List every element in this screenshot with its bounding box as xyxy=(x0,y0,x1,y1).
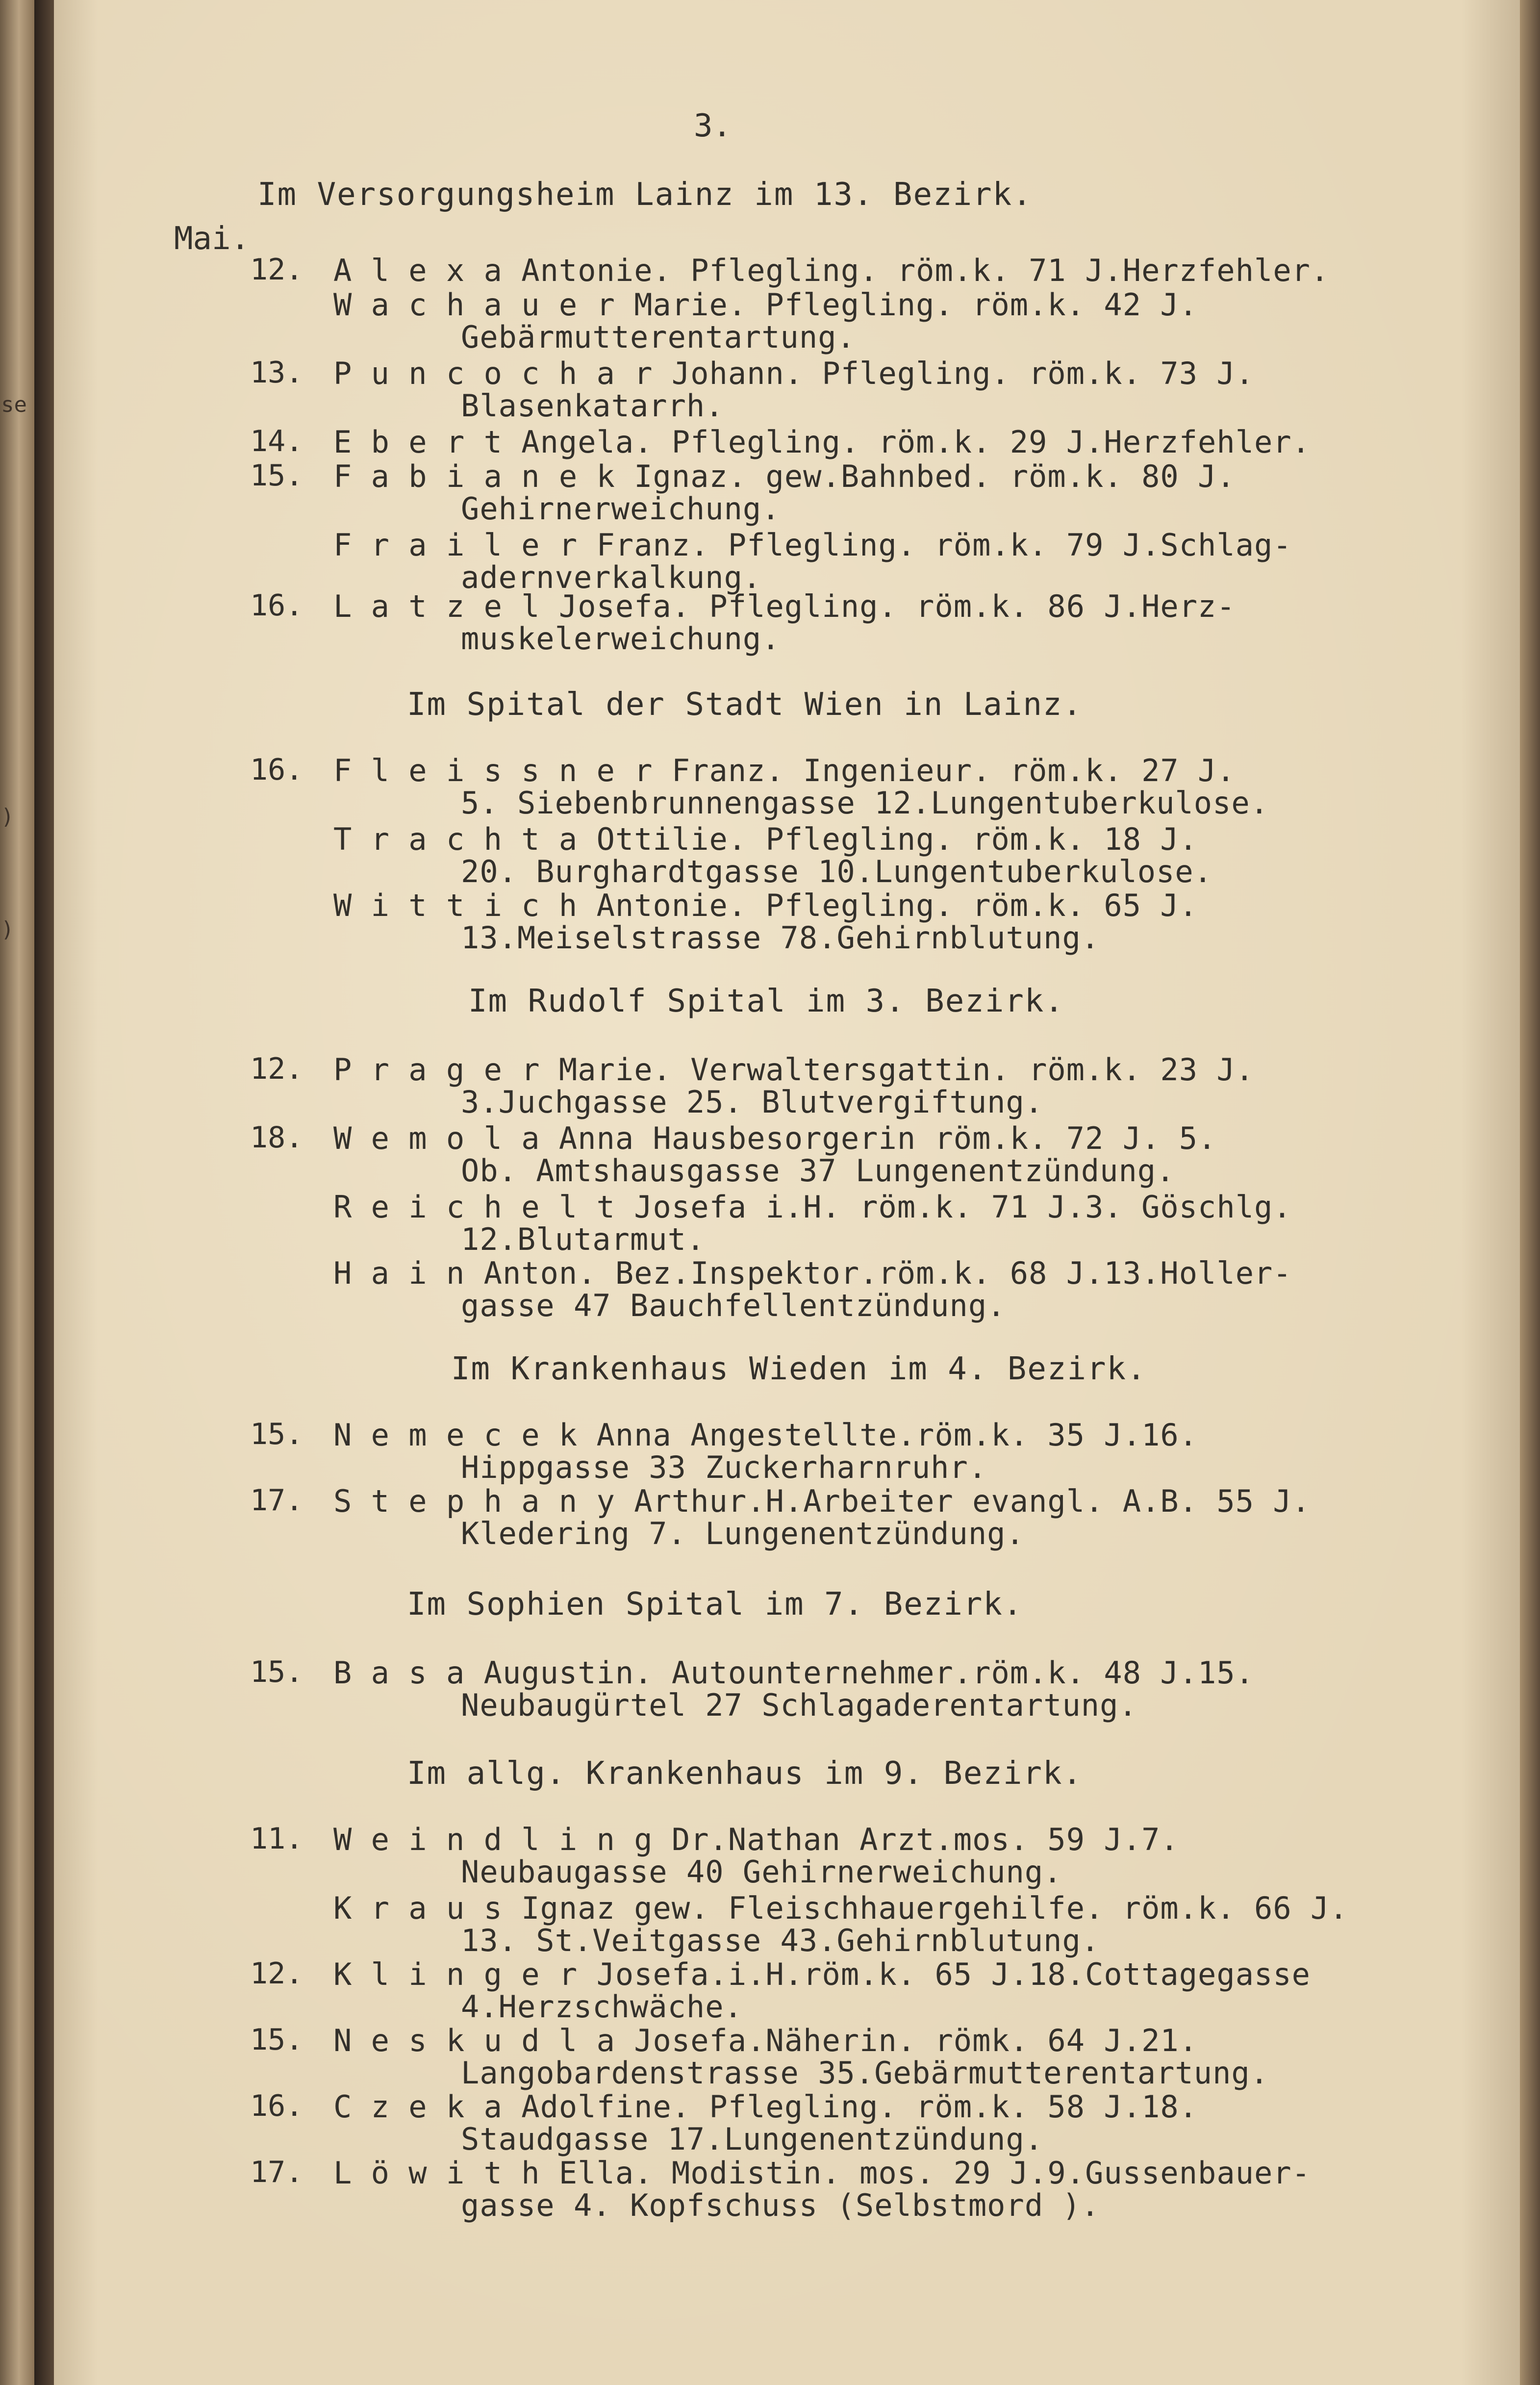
entry-line: L ö w i t h Ella. Modistin. mos. 29 J.9.Gussenbauer- xyxy=(333,2155,1311,2191)
entry-line: S t e p h a n y Arthur.H.Arbeiter evangl. A.B. 55 J. xyxy=(333,1483,1311,1519)
entry-line: W e i n d l i n g Dr.Nathan Arzt.mos. 59 J.7. xyxy=(333,1822,1179,1857)
entry-line: Neubaugasse 40 Gehirnerweichung. xyxy=(461,1854,1062,1890)
section-heading: Im Sophien Spital im 7. Bezirk. xyxy=(407,1586,1023,1623)
page-right-edge xyxy=(1520,0,1540,2385)
entry-line: Blasenkatarrh. xyxy=(461,388,724,424)
entry-line: L a t z e l Josefa. Pflegling. röm.k. 86 J.Herz- xyxy=(333,588,1236,624)
entry-day: 12. xyxy=(250,253,303,287)
entry-day: 14. xyxy=(250,424,303,458)
entry-line: Gehirnerweichung. xyxy=(461,491,781,527)
section-heading: Im Krankenhaus Wieden im 4. Bezirk. xyxy=(451,1351,1147,1387)
entry-day: 13. xyxy=(250,355,303,390)
entry-line: 4.Herzschwäche. xyxy=(461,1989,743,2025)
entry-line: H a i n Anton. Bez.Inspektor.röm.k. 68 J.13.Holler- xyxy=(333,1255,1292,1291)
entry-day: 12. xyxy=(250,1956,303,1991)
entry-day: 17. xyxy=(250,1483,303,1518)
entry-line: 20. Burghardtgasse 10.Lungentuberkulose. xyxy=(461,854,1213,889)
entry-line: Gebärmutterentartung. xyxy=(461,319,856,355)
entry-line: Neubaugürtel 27 Schlagaderentartung. xyxy=(461,1687,1137,1723)
entry-line: Staudgasse 17.Lungenentzündung. xyxy=(461,2121,1044,2157)
entry-line: N e s k u d l a Josefa.Näherin. römk. 64 J.21. xyxy=(333,2023,1198,2058)
entry-day: 12. xyxy=(250,1052,303,1086)
entry-line: B a s a Augustin. Autounternehmer.röm.k. 48 J.15. xyxy=(333,1655,1255,1691)
entry-line: 13.Meiselstrasse 78.Gehirnblutung. xyxy=(461,920,1100,956)
entry-line: F l e i s s n e r Franz. Ingenieur. röm.k. 27 J. xyxy=(333,753,1236,788)
entry-line: adernverkalkung. xyxy=(461,559,762,595)
document-page xyxy=(54,0,1520,2385)
section-heading: Im allg. Krankenhaus im 9. Bezirk. xyxy=(407,1755,1083,1792)
entry-line: F a b i a n e k Ignaz. gew.Bahnbed. röm.k. 80 J. xyxy=(333,458,1236,494)
entry-line: 12.Blutarmut. xyxy=(461,1221,706,1257)
entry-line: W a c h a u e r Marie. Pflegling. röm.k. 42 J. xyxy=(333,287,1198,323)
entry-day: 17. xyxy=(250,2155,303,2189)
entry-line: E b e r t Angela. Pflegling. röm.k. 29 J.Herzfehler. xyxy=(333,424,1311,460)
entry-line: 13. St.Veitgasse 43.Gehirnblutung. xyxy=(461,1923,1100,1958)
page-number: 3. xyxy=(694,108,732,144)
section-heading: Im Rudolf Spital im 3. Bezirk. xyxy=(468,983,1064,1019)
entry-line: muskelerweichung. xyxy=(461,621,781,657)
entry-line: 5. Siebenbrunnengasse 12.Lungentuberkulose. xyxy=(461,785,1269,821)
entry-day: 16. xyxy=(250,588,303,623)
entry-line: K l i n g e r Josefa.i.H.röm.k. 65 J.18.Cottagegasse xyxy=(333,1956,1311,1992)
entry-line: P u n c o c h a r Johann. Pflegling. röm.k. 73 J. xyxy=(333,355,1255,391)
entry-line: T r a c h t a Ottilie. Pflegling. röm.k. 18 J. xyxy=(333,821,1198,857)
entry-line: 3.Juchgasse 25. Blutvergiftung. xyxy=(461,1084,1044,1120)
entry-line: W i t t i c h Antonie. Pflegling. röm.k. 65 J. xyxy=(333,888,1198,923)
entry-day: 16. xyxy=(250,2089,303,2123)
book-gutter xyxy=(34,0,54,2385)
entry-line: W e m o l a Anna Hausbesorgerin röm.k. 72 J. 5. xyxy=(333,1120,1217,1156)
month-label: Mai. xyxy=(174,221,250,257)
entry-day: 15. xyxy=(250,458,303,493)
entry-day: 16. xyxy=(250,753,303,787)
entry-line: Kledering 7. Lungenentzündung. xyxy=(461,1516,1025,1551)
margin-mark: ) xyxy=(1,917,14,942)
entry-line: C z e k a Adolfine. Pflegling. röm.k. 58 J.18. xyxy=(333,2089,1198,2125)
entry-line: A l e x a Antonie. Pflegling. röm.k. 71 J.Herzfehler. xyxy=(333,253,1330,288)
section-heading: Im Versorgungsheim Lainz im 13. Bezirk. xyxy=(257,177,1033,213)
entry-day: 15. xyxy=(250,1655,303,1689)
entry-line: Hippgasse 33 Zuckerharnruhr. xyxy=(461,1449,987,1485)
margin-mark: ) xyxy=(1,804,14,829)
entry-day: 18. xyxy=(250,1120,303,1155)
section-heading: Im Spital der Stadt Wien in Lainz. xyxy=(407,686,1083,723)
entry-day: 11. xyxy=(250,1822,303,1856)
margin-mark: se xyxy=(1,392,27,417)
previous-page-edge xyxy=(0,0,34,2385)
entry-line: N e m e c e k Anna Angestellte.röm.k. 35 J.16. xyxy=(333,1417,1198,1453)
entry-line: Langobardenstrasse 35.Gebärmutterentartung. xyxy=(461,2055,1269,2091)
entry-line: Ob. Amtshausgasse 37 Lungenentzündung. xyxy=(461,1153,1175,1189)
entry-day: 15. xyxy=(250,1417,303,1451)
entry-line: F r a i l e r Franz. Pflegling. röm.k. 79 J.Schlag- xyxy=(333,527,1292,563)
entry-line: gasse 47 Bauchfellentzündung. xyxy=(461,1288,1006,1323)
entry-line: R e i c h e l t Josefa i.H. röm.k. 71 J.3. Göschlg. xyxy=(333,1189,1292,1225)
entry-line: P r a g e r Marie. Verwaltersgattin. röm.k. 23 J. xyxy=(333,1052,1255,1088)
entry-line: gasse 4. Kopfschuss (Selbstmord ). xyxy=(461,2187,1100,2223)
entry-day: 15. xyxy=(250,2023,303,2057)
entry-line: K r a u s Ignaz gew. Fleischhauergehilfe. röm.k. 66 J. xyxy=(333,1890,1348,1926)
